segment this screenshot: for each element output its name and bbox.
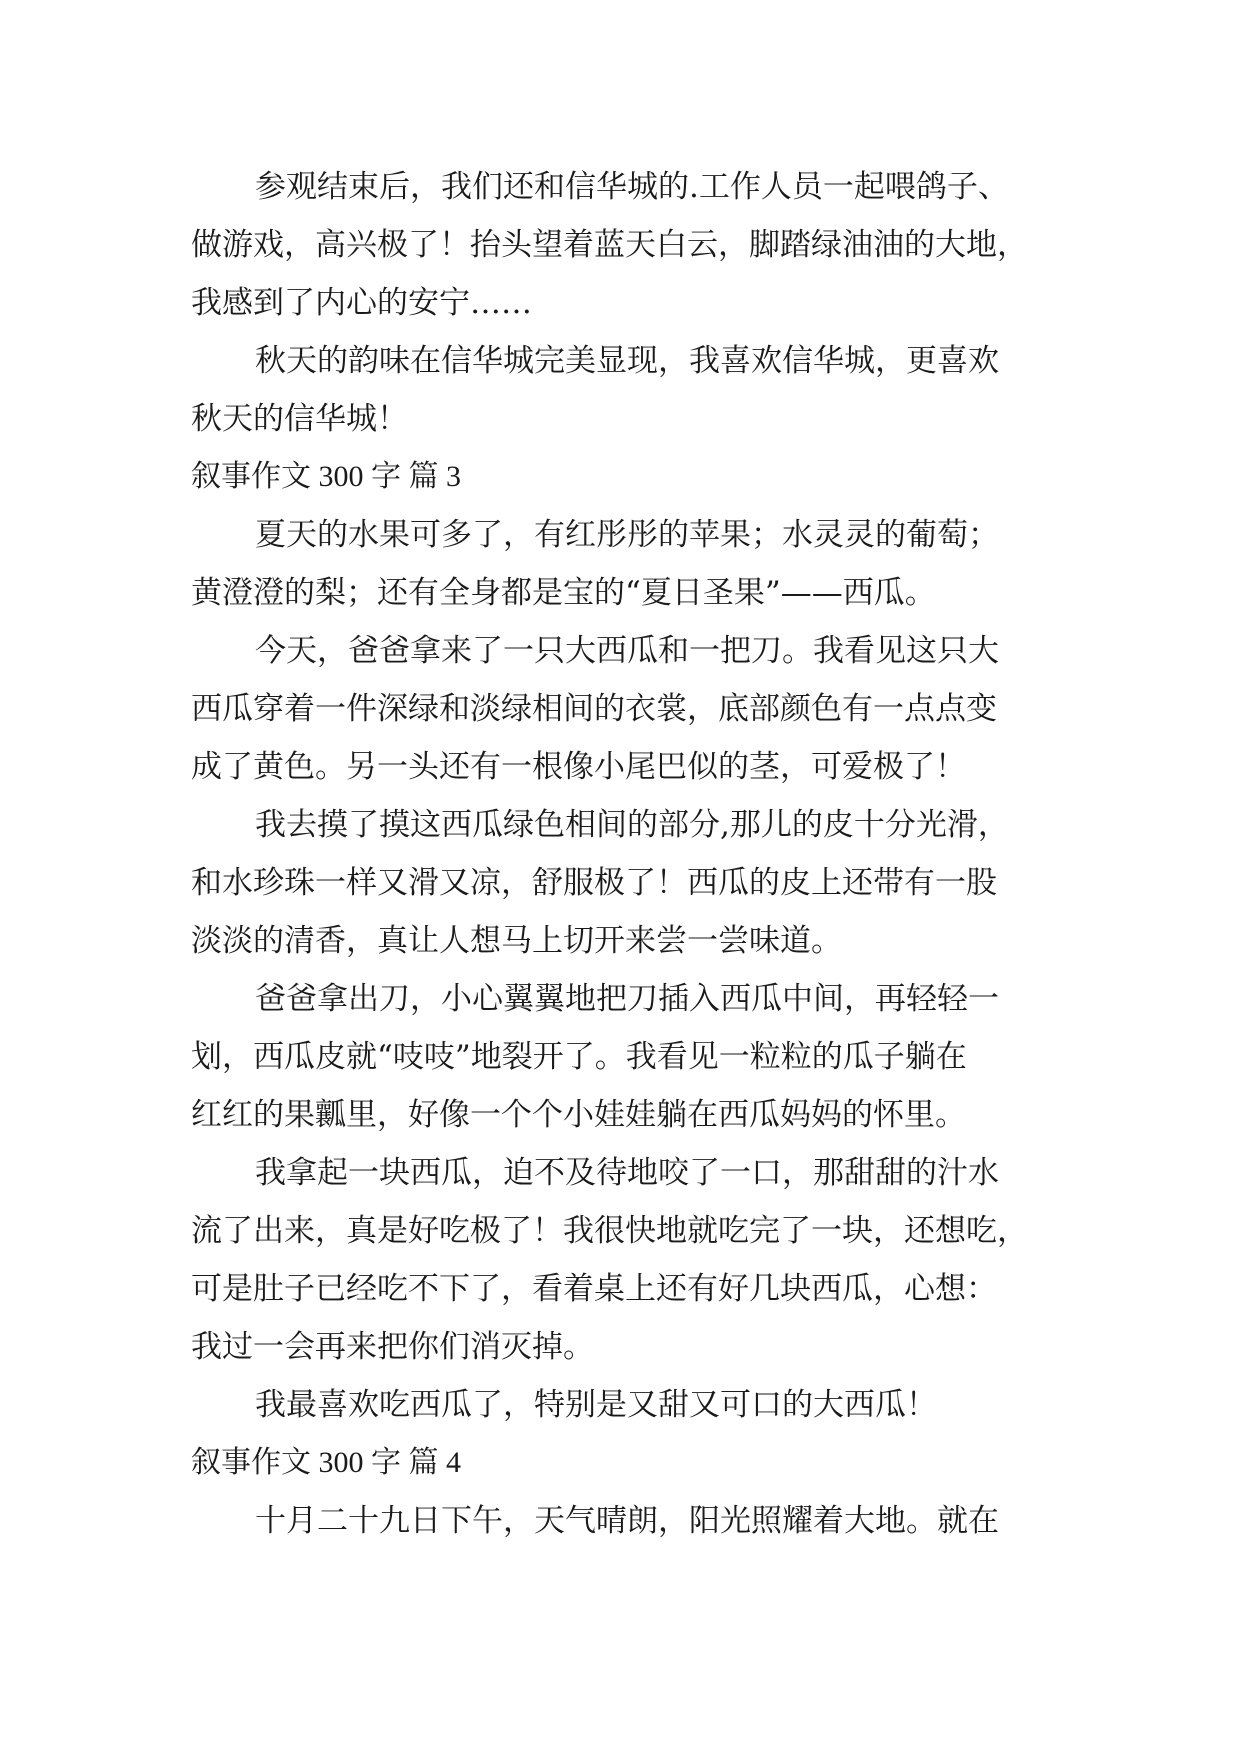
paragraph-line: 西瓜穿着一件深绿和淡绿相间的衣裳，底部颜色有一点点变 [191,691,997,727]
paragraph-line: 我拿起一块西瓜，迫不及待地咬了一口，那甜甜的汁水 [255,1155,999,1191]
paragraph-line: 我去摸了摸这西瓜绿色相间的部分,那儿的皮十分光滑， [255,807,1009,843]
paragraph-line: 爸爸拿出刀，小心翼翼地把刀插入西瓜中间，再轻轻一 [255,981,999,1017]
paragraph-line: 秋天的韵味在信华城完美显现，我喜欢信华城，更喜欢 [255,343,999,379]
paragraph-line: 成了黄色。另一头还有一根像小尾巴似的茎，可爱极了！ [191,749,966,785]
section-heading: 叙事作文 300 字 篇 3 [191,460,461,493]
paragraph-line: 我过一会再来把你们消灭掉。 [191,1329,594,1365]
paragraph-line: 十月二十九日下午，天气晴朗，阳光照耀着大地。就在 [255,1503,999,1539]
paragraph-line: 黄澄澄的梨；还有全身都是宝的“夏日圣果”——西瓜。 [191,575,936,611]
paragraph-line: 淡淡的清香，真让人想马上切开来尝一尝味道。 [191,923,842,959]
paragraph-line: 我感到了内心的安宁…… [191,285,532,321]
section-heading: 叙事作文 300 字 篇 4 [191,1446,461,1479]
paragraph-line: 流了出来，真是好吃极了！我很快地就吃完了一块，还想吃， [191,1213,1028,1249]
document-body [191,158,1071,1550]
paragraph-line: 和水珍珠一样又滑又凉，舒服极了！西瓜的皮上还带有一股 [191,865,997,901]
paragraph-line: 做游戏，高兴极了！抬头望着蓝天白云，脚踏绿油油的大地， [191,227,1028,263]
paragraph-line: 红红的果瓤里，好像一个个小娃娃躺在西瓜妈妈的怀里。 [191,1097,966,1133]
paragraph-line: 今天，爸爸拿来了一只大西瓜和一把刀。我看见这只大 [255,633,999,669]
paragraph-line: 可是肚子已经吃不下了，看着桌上还有好几块西瓜，心想： [191,1271,997,1307]
paragraph-line: 参观结束后，我们还和信华城的.工作人员一起喂鸽子、 [255,169,1009,205]
paragraph-line: 秋天的信华城！ [191,401,408,437]
paragraph-line: 夏天的水果可多了，有红彤彤的苹果；水灵灵的葡萄； [255,517,999,553]
paragraph-line: 划，西瓜皮就“吱吱”地裂开了。我看见一粒粒的瓜子躺在 [191,1039,967,1075]
paragraph-line: 我最喜欢吃西瓜了，特别是又甜又可口的大西瓜！ [255,1387,937,1423]
